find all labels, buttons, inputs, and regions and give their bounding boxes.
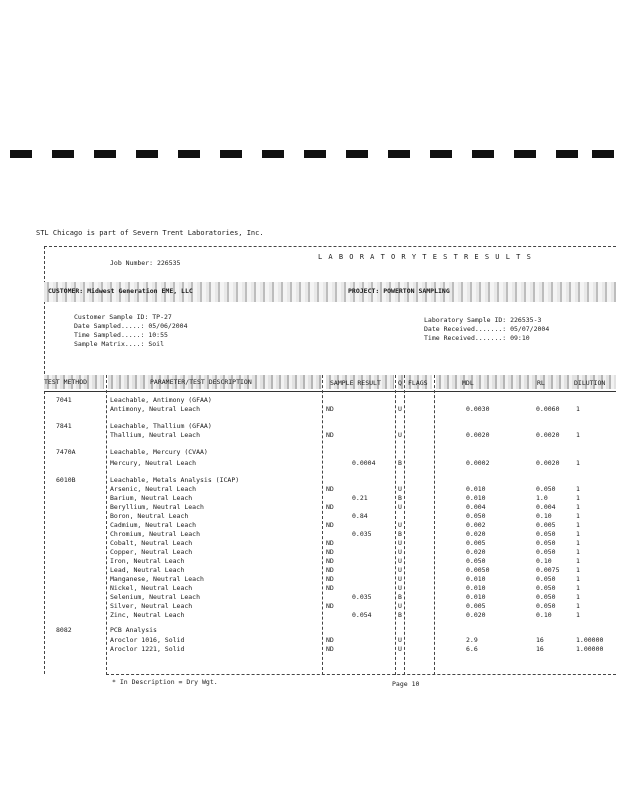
lab-affiliation-note: STL Chicago is part of Severn Trent Laboratories, Inc.: [36, 229, 264, 237]
cell-qualifier: U: [398, 405, 402, 413]
cell-parameter: Chromium, Neutral Leach: [110, 530, 201, 538]
cell-rl: 0.10: [536, 512, 552, 520]
cell-result: ND: [326, 566, 334, 574]
cell-rl: 0.050: [536, 602, 556, 610]
cell-result: ND: [326, 636, 334, 644]
cell-dilution: 1: [576, 575, 580, 583]
cell-mdl: 0.0030: [466, 405, 490, 413]
cell-mdl: 0.020: [466, 611, 486, 619]
cell-dilution: 1.00000: [576, 645, 604, 653]
cell-mdl: 0.010: [466, 494, 486, 502]
cell-parameter: Copper, Neutral Leach: [110, 548, 193, 556]
cell-mdl: 0.020: [466, 548, 486, 556]
cell-parameter: Beryllium, Neutral Leach: [110, 503, 204, 511]
cell-qualifier: U: [398, 557, 402, 565]
page-number: Page 10: [392, 680, 420, 688]
cell-method: 7041: [56, 396, 72, 404]
col-header-mdl: MDL: [462, 379, 474, 387]
sep-1: [106, 375, 107, 675]
sample-matrix: Sample Matrix....: Soil: [74, 340, 165, 348]
cell-rl: 0.10: [536, 557, 552, 565]
cell-result: ND: [326, 503, 334, 511]
cell-mdl: 0.005: [466, 539, 486, 547]
cell-mdl: 2.9: [466, 636, 478, 644]
cell-qualifier: U: [398, 431, 402, 439]
cell-rl: 16: [536, 636, 544, 644]
cell-qualifier: B: [398, 530, 402, 538]
cell-rl: 0.0075: [536, 566, 560, 574]
cell-qualifier: U: [398, 539, 402, 547]
cell-result: 0.035: [352, 530, 372, 538]
project-name: PROJECT: POWERTON SAMPLING: [348, 287, 450, 295]
cell-dilution: 1: [576, 485, 580, 493]
date-received: Date Received.......: 05/07/2004: [424, 325, 550, 333]
cell-mdl: 0.0002: [466, 459, 490, 467]
sep-2: [322, 375, 323, 675]
cell-result: ND: [326, 405, 334, 413]
cell-parameter: Cobalt, Neutral Leach: [110, 539, 193, 547]
cell-rl: 0.050: [536, 539, 556, 547]
cell-result: ND: [326, 431, 334, 439]
sep-3: [395, 375, 396, 675]
cell-parameter: PCB Analysis: [110, 626, 157, 634]
cell-method: 7841: [56, 422, 72, 430]
cell-dilution: 1: [576, 602, 580, 610]
cell-dilution: 1: [576, 539, 580, 547]
cell-mdl: 0.010: [466, 485, 486, 493]
cell-method: 8082: [56, 626, 72, 634]
cell-result: ND: [326, 485, 334, 493]
cell-result: ND: [326, 602, 334, 610]
cell-rl: 0.10: [536, 611, 552, 619]
footnote: * In Description = Dry Wgt.: [112, 678, 218, 686]
cell-dilution: 1: [576, 611, 580, 619]
cell-mdl: 6.6: [466, 645, 478, 653]
cell-result: ND: [326, 584, 334, 592]
cell-rl: 0.005: [536, 521, 556, 529]
cell-parameter: Antimony, Neutral Leach: [110, 405, 201, 413]
cell-parameter: Leachable, Antimony (GFAA): [110, 396, 212, 404]
col-header-method: TEST METHOD: [44, 378, 88, 386]
col-header-dilution: DILUTION: [574, 379, 606, 387]
cell-mdl: 0.050: [466, 512, 486, 520]
cell-qualifier: U: [398, 485, 402, 493]
cell-qualifier: U: [398, 503, 402, 511]
cell-mdl: 0.020: [466, 530, 486, 538]
cell-dilution: 1: [576, 593, 580, 601]
cell-dilution: 1.00000: [576, 636, 604, 644]
cell-dilution: 1: [576, 431, 580, 439]
cell-mdl: 0.002: [466, 521, 486, 529]
cell-dilution: 1: [576, 557, 580, 565]
cell-dilution: 1: [576, 512, 580, 520]
cell-dilution: 1: [576, 584, 580, 592]
lab-sample-id: Laboratory Sample ID: 226535-3: [424, 316, 542, 324]
cell-parameter: Leachable, Mercury (CVAA): [110, 448, 208, 456]
cell-result: ND: [326, 539, 334, 547]
cell-mdl: 0.010: [466, 584, 486, 592]
cell-dilution: 1: [576, 566, 580, 574]
cell-rl: 0.050: [536, 593, 556, 601]
hdr-bg-mdl-rl: [436, 375, 574, 389]
cell-parameter: Nickel, Neutral Leach: [110, 584, 193, 592]
job-number: Job Number: 226535: [110, 259, 181, 267]
cell-parameter: Leachable, Thallium (GFAA): [110, 422, 212, 430]
cell-qualifier: U: [398, 636, 402, 644]
cell-mdl: 0.010: [466, 575, 486, 583]
cell-rl: 0.004: [536, 503, 556, 511]
frame-left: [44, 246, 45, 674]
cell-qualifier: U: [398, 575, 402, 583]
cell-result: ND: [326, 557, 334, 565]
report-title: L A B O R A T O R Y T E S T R E S U L T S: [318, 253, 532, 261]
time-sampled: Time Sampled.....: 10:55: [74, 331, 168, 339]
cell-result: 0.035: [352, 593, 372, 601]
cell-result: 0.84: [352, 512, 368, 520]
cell-qualifier: B: [398, 459, 402, 467]
cell-result: ND: [326, 645, 334, 653]
sep-4: [404, 375, 405, 675]
cell-method: 7470A: [56, 448, 76, 456]
frame-top: [44, 246, 616, 247]
cell-rl: 0.050: [536, 485, 556, 493]
cell-result: 0.21: [352, 494, 368, 502]
cell-rl: 0.050: [536, 530, 556, 538]
col-header-q: Q: [398, 379, 402, 387]
cell-rl: 0.0020: [536, 431, 560, 439]
cell-mdl: 0.004: [466, 503, 486, 511]
date-sampled: Date Sampled.....: 05/06/2004: [74, 322, 188, 330]
cell-result: ND: [326, 548, 334, 556]
customer-name: CUSTOMER: Midwest Generation EME, LLC: [48, 287, 193, 295]
cell-parameter: Boron, Neutral Leach: [110, 512, 189, 520]
cell-parameter: Mercury, Neutral Leach: [110, 459, 197, 467]
cell-mdl: 0.050: [466, 557, 486, 565]
cell-rl: 1.0: [536, 494, 548, 502]
cell-parameter: Aroclor 1016, Solid: [110, 636, 185, 644]
cell-dilution: 1: [576, 548, 580, 556]
cell-mdl: 0.005: [466, 602, 486, 610]
customer-sample-id: Customer Sample ID: TP-27: [74, 313, 172, 321]
cell-parameter: Barium, Neutral Leach: [110, 494, 193, 502]
cell-qualifier: U: [398, 566, 402, 574]
cell-parameter: Arsenic, Neutral Leach: [110, 485, 197, 493]
cell-parameter: Silver, Neutral Leach: [110, 602, 193, 610]
cell-dilution: 1: [576, 459, 580, 467]
cell-qualifier: B: [398, 611, 402, 619]
cell-rl: 0.0060: [536, 405, 560, 413]
cell-qualifier: U: [398, 521, 402, 529]
cell-rl: 0.050: [536, 548, 556, 556]
cell-parameter: Leachable, Metals Analysis (ICAP): [110, 476, 240, 484]
cell-parameter: Selenium, Neutral Leach: [110, 593, 201, 601]
cell-rl: 16: [536, 645, 544, 653]
col-header-result: SAMPLE RESULT: [330, 379, 381, 387]
cell-parameter: Zinc, Neutral Leach: [110, 611, 185, 619]
cell-qualifier: U: [398, 645, 402, 653]
cell-result: ND: [326, 521, 334, 529]
col-header-parameter: PARAMETER/TEST DESCRIPTION: [150, 378, 252, 386]
frame-bottom: [106, 674, 616, 675]
cell-qualifier: U: [398, 602, 402, 610]
sep-5: [434, 375, 435, 675]
cell-rl: 0.050: [536, 575, 556, 583]
header-rule: [44, 391, 616, 392]
time-received: Time Received.......: 09:10: [424, 334, 530, 342]
cell-parameter: Manganese, Neutral Leach: [110, 575, 204, 583]
cell-mdl: 0.0020: [466, 431, 490, 439]
col-header-flags: FLAGS: [408, 379, 428, 387]
cell-dilution: 1: [576, 503, 580, 511]
cell-qualifier: U: [398, 548, 402, 556]
cell-parameter: Iron, Neutral Leach: [110, 557, 185, 565]
cell-qualifier: U: [398, 584, 402, 592]
cell-qualifier: B: [398, 494, 402, 502]
cell-result: 0.0004: [352, 459, 376, 467]
col-header-rl: RL: [537, 379, 545, 387]
cell-result: 0.054: [352, 611, 372, 619]
cell-mdl: 0.0050: [466, 566, 490, 574]
cell-result: ND: [326, 575, 334, 583]
cell-dilution: 1: [576, 405, 580, 413]
cell-dilution: 1: [576, 494, 580, 502]
cell-qualifier: B: [398, 593, 402, 601]
cell-rl: 0.0020: [536, 459, 560, 467]
cell-mdl: 0.010: [466, 593, 486, 601]
cell-parameter: Thallium, Neutral Leach: [110, 431, 201, 439]
cell-parameter: Cadmium, Neutral Leach: [110, 521, 197, 529]
cell-parameter: Lead, Neutral Leach: [110, 566, 185, 574]
cell-rl: 0.050: [536, 584, 556, 592]
cell-parameter: Aroclor 1221, Solid: [110, 645, 185, 653]
cell-dilution: 1: [576, 530, 580, 538]
cell-dilution: 1: [576, 521, 580, 529]
cell-method: 6010B: [56, 476, 76, 484]
